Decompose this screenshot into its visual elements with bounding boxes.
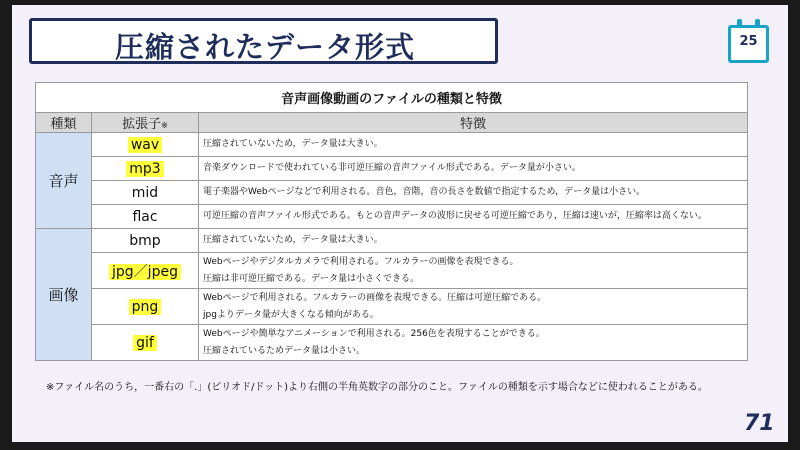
extension-cell bbox=[92, 325, 199, 361]
calendar-icon bbox=[728, 19, 769, 63]
category-image: 画像 bbox=[36, 229, 92, 361]
title-box bbox=[29, 18, 498, 64]
table-row bbox=[36, 133, 748, 157]
description-cell bbox=[199, 229, 748, 253]
extension-cell bbox=[92, 133, 199, 157]
header-extension-mark: ※ bbox=[161, 121, 168, 130]
extension-cell bbox=[92, 157, 199, 181]
description-line: 電子楽器やWebページなどで利用される。音色，音階，音の長さを数値で指定するため，データ量は小さい。 bbox=[203, 187, 646, 197]
description-cell bbox=[199, 205, 748, 229]
description-line: 圧縮されていないため，データ量は大きい。 bbox=[203, 235, 383, 245]
table-row bbox=[36, 157, 748, 181]
description-cell bbox=[199, 181, 748, 205]
header-extension bbox=[92, 113, 199, 133]
extension-mid: mid bbox=[131, 184, 159, 201]
extension-bmp: bmp bbox=[129, 232, 161, 249]
header-category: 種類 bbox=[36, 113, 92, 133]
description-line: 圧縮されているためデータ量は小さい。 bbox=[203, 345, 366, 356]
category-audio: 音声 bbox=[36, 133, 92, 229]
slide bbox=[12, 5, 788, 442]
header-extension-label: 拡張子 bbox=[122, 117, 162, 132]
description-line: 圧縮されていないため，データ量は大きい。 bbox=[203, 139, 383, 149]
description-line: Webページや簡単なアニメーションで利用される。256色を表現することができる。 bbox=[203, 328, 545, 339]
table-row bbox=[36, 205, 748, 229]
description-line: Webページやデジタルカメラで利用される。フルカラーの画像を表現できる。 bbox=[203, 256, 519, 267]
table-caption: 音声画像動画のファイルの種類と特徴 bbox=[36, 83, 748, 113]
description-cell bbox=[199, 325, 748, 361]
extension-flac: flac bbox=[132, 208, 158, 225]
file-type-table bbox=[35, 82, 748, 361]
footnote: ※ファイル名のうち，一番右の「.」(ピリオド/ドット)より右側の半角英数字の部分のこと。ファイルの種類を示す場合などに使われることがある。 bbox=[46, 382, 708, 393]
extension-cell bbox=[92, 253, 199, 289]
description-line: 可逆圧縮の音声ファイル形式である。もとの音声データの波形に戻せる可逆圧縮であり，圧縮は速いが，圧縮率は高くない。 bbox=[203, 211, 707, 221]
description-cell bbox=[199, 157, 748, 181]
description-cell bbox=[199, 289, 748, 325]
table-header-row bbox=[36, 113, 748, 133]
extension-wav: wav bbox=[128, 137, 162, 153]
extension-png: png bbox=[129, 299, 162, 315]
extension-mp3: mp3 bbox=[126, 161, 163, 177]
table-row bbox=[36, 289, 748, 325]
slide-title: 圧縮されたデータ形式 bbox=[115, 30, 416, 64]
description-line: 圧縮は非可逆圧縮である。データ量は小さくできる。 bbox=[203, 273, 420, 284]
description-cell bbox=[199, 133, 748, 157]
description-cell bbox=[199, 253, 748, 289]
extension-cell bbox=[92, 205, 199, 229]
extension-cell bbox=[92, 229, 199, 253]
description-line: jpgよりデータ量が大きくなる傾向がある。 bbox=[203, 309, 379, 320]
table-row bbox=[36, 181, 748, 205]
table-row bbox=[36, 325, 748, 361]
extension-cell bbox=[92, 181, 199, 205]
extension-gif: gif bbox=[133, 335, 157, 351]
section-number-badge: 25 bbox=[739, 34, 758, 49]
extension-jpg: jpg／jpeg bbox=[109, 264, 181, 280]
extension-cell bbox=[92, 289, 199, 325]
table-row bbox=[36, 253, 748, 289]
header-feature: 特徴 bbox=[199, 113, 748, 133]
description-line: Webページで利用される。フルカラーの画像を表現できる。圧縮は可逆圧縮である。 bbox=[203, 292, 547, 303]
description-line: 音楽ダウンロードで使われている非可逆圧縮の音声ファイル形式である。データ量が小さい。 bbox=[203, 163, 581, 173]
table-row bbox=[36, 229, 748, 253]
page-number: 71 bbox=[744, 411, 775, 436]
